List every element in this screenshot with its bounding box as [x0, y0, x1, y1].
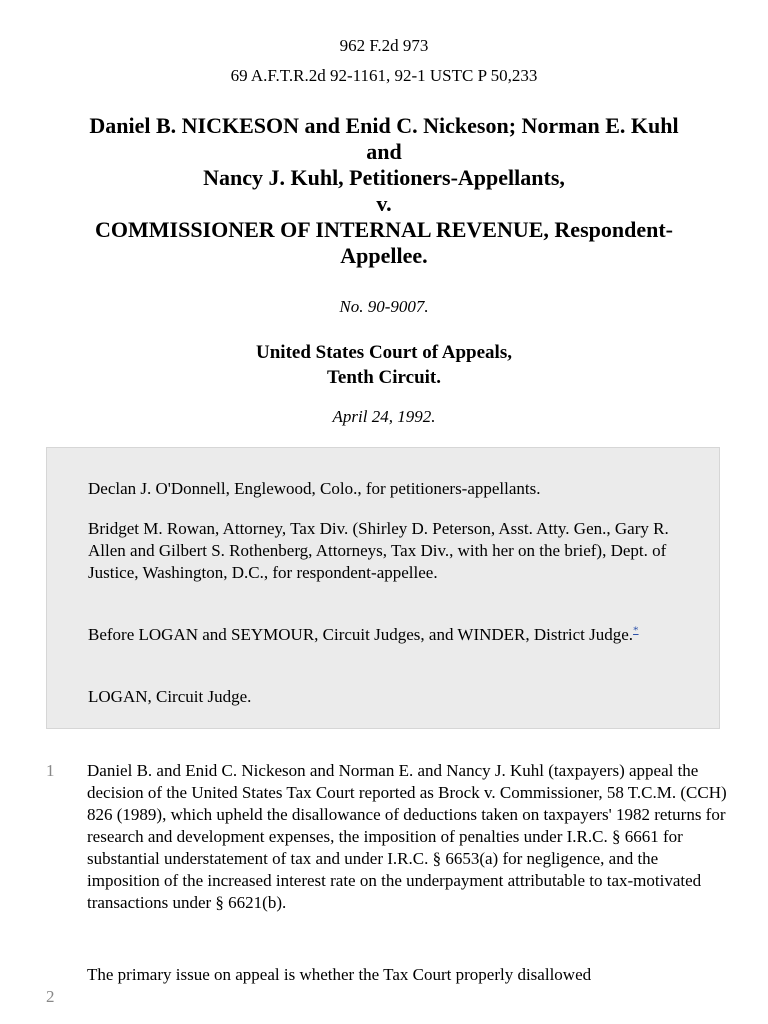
court-name-line: Tenth Circuit. [326, 367, 442, 388]
panel-judges [88, 624, 688, 646]
paragraph-text: Daniel B. and Enid C. Nickeson and Norman E. and Nancy J. Kuhl (taxpayers) appeal the decision of the United States Tax Court reported as Brock v. Commissioner, 58 T.C.M. (CCH) 826 (1989), which upheld the disallowance of deductions taken on taxpayers' 1982 returns for research and development expenses, the imposition of penalties under I.R.C. § 6661 for substantial understatement of tax and under I.R.C. § 6653(a) for negligence, and the imposition of the increased interest rate on the underpayment attributable to tax-motivated transactions under § 6621(b). [87, 761, 727, 912]
case-title-line: COMMISSIONER OF INTERNAL REVENUE, Respondent- [95, 217, 673, 242]
court-name [0, 340, 768, 390]
panel-judges-text: Before LOGAN and SEYMOUR, Circuit Judges, and WINDER, District Judge. [88, 625, 634, 644]
opinion-author: LOGAN, Circuit Judge. [88, 687, 252, 706]
paragraph-number: 2 [46, 987, 55, 1006]
case-title-line: Appellee. [340, 243, 428, 268]
counsel-section [46, 447, 720, 729]
decision-date: April 24, 1992. [332, 407, 436, 426]
docket-number: No. 90-9007. [339, 297, 429, 316]
respondent-counsel: Bridget M. Rowan, Attorney, Tax Div. (Shirley D. Peterson, Asst. Atty. Gen., Gary R. Allen and Gilbert S. Rothenberg, Attorneys, Tax Div., with her on the brief), Dept. of Justice, Washington, D.C., for respondent-appellee. [88, 519, 669, 582]
case-title [30, 113, 738, 269]
petitioners-counsel: Declan J. O'Donnell, Englewood, Colo., for petitioners-appellants. [88, 479, 541, 498]
paragraph-text: The primary issue on appeal is whether the Tax Court properly disallowed [87, 965, 592, 984]
paragraph-number: 1 [46, 761, 55, 780]
reporter-citation: 962 F.2d 973 [339, 36, 429, 55]
parallel-citation: 69 A.F.T.R.2d 92-1161, 92-1 USTC P 50,233 [230, 66, 538, 85]
case-title-line: Nancy J. Kuhl, Petitioners-Appellants, [203, 165, 565, 190]
case-title-line: and [366, 139, 402, 164]
case-title-line: Daniel B. NICKESON and Enid C. Nickeson; Norman E. Kuhl [89, 113, 679, 138]
court-name-line: United States Court of Appeals, [256, 342, 512, 363]
case-title-line: v. [376, 191, 392, 216]
footnote-link[interactable]: * [633, 624, 639, 637]
